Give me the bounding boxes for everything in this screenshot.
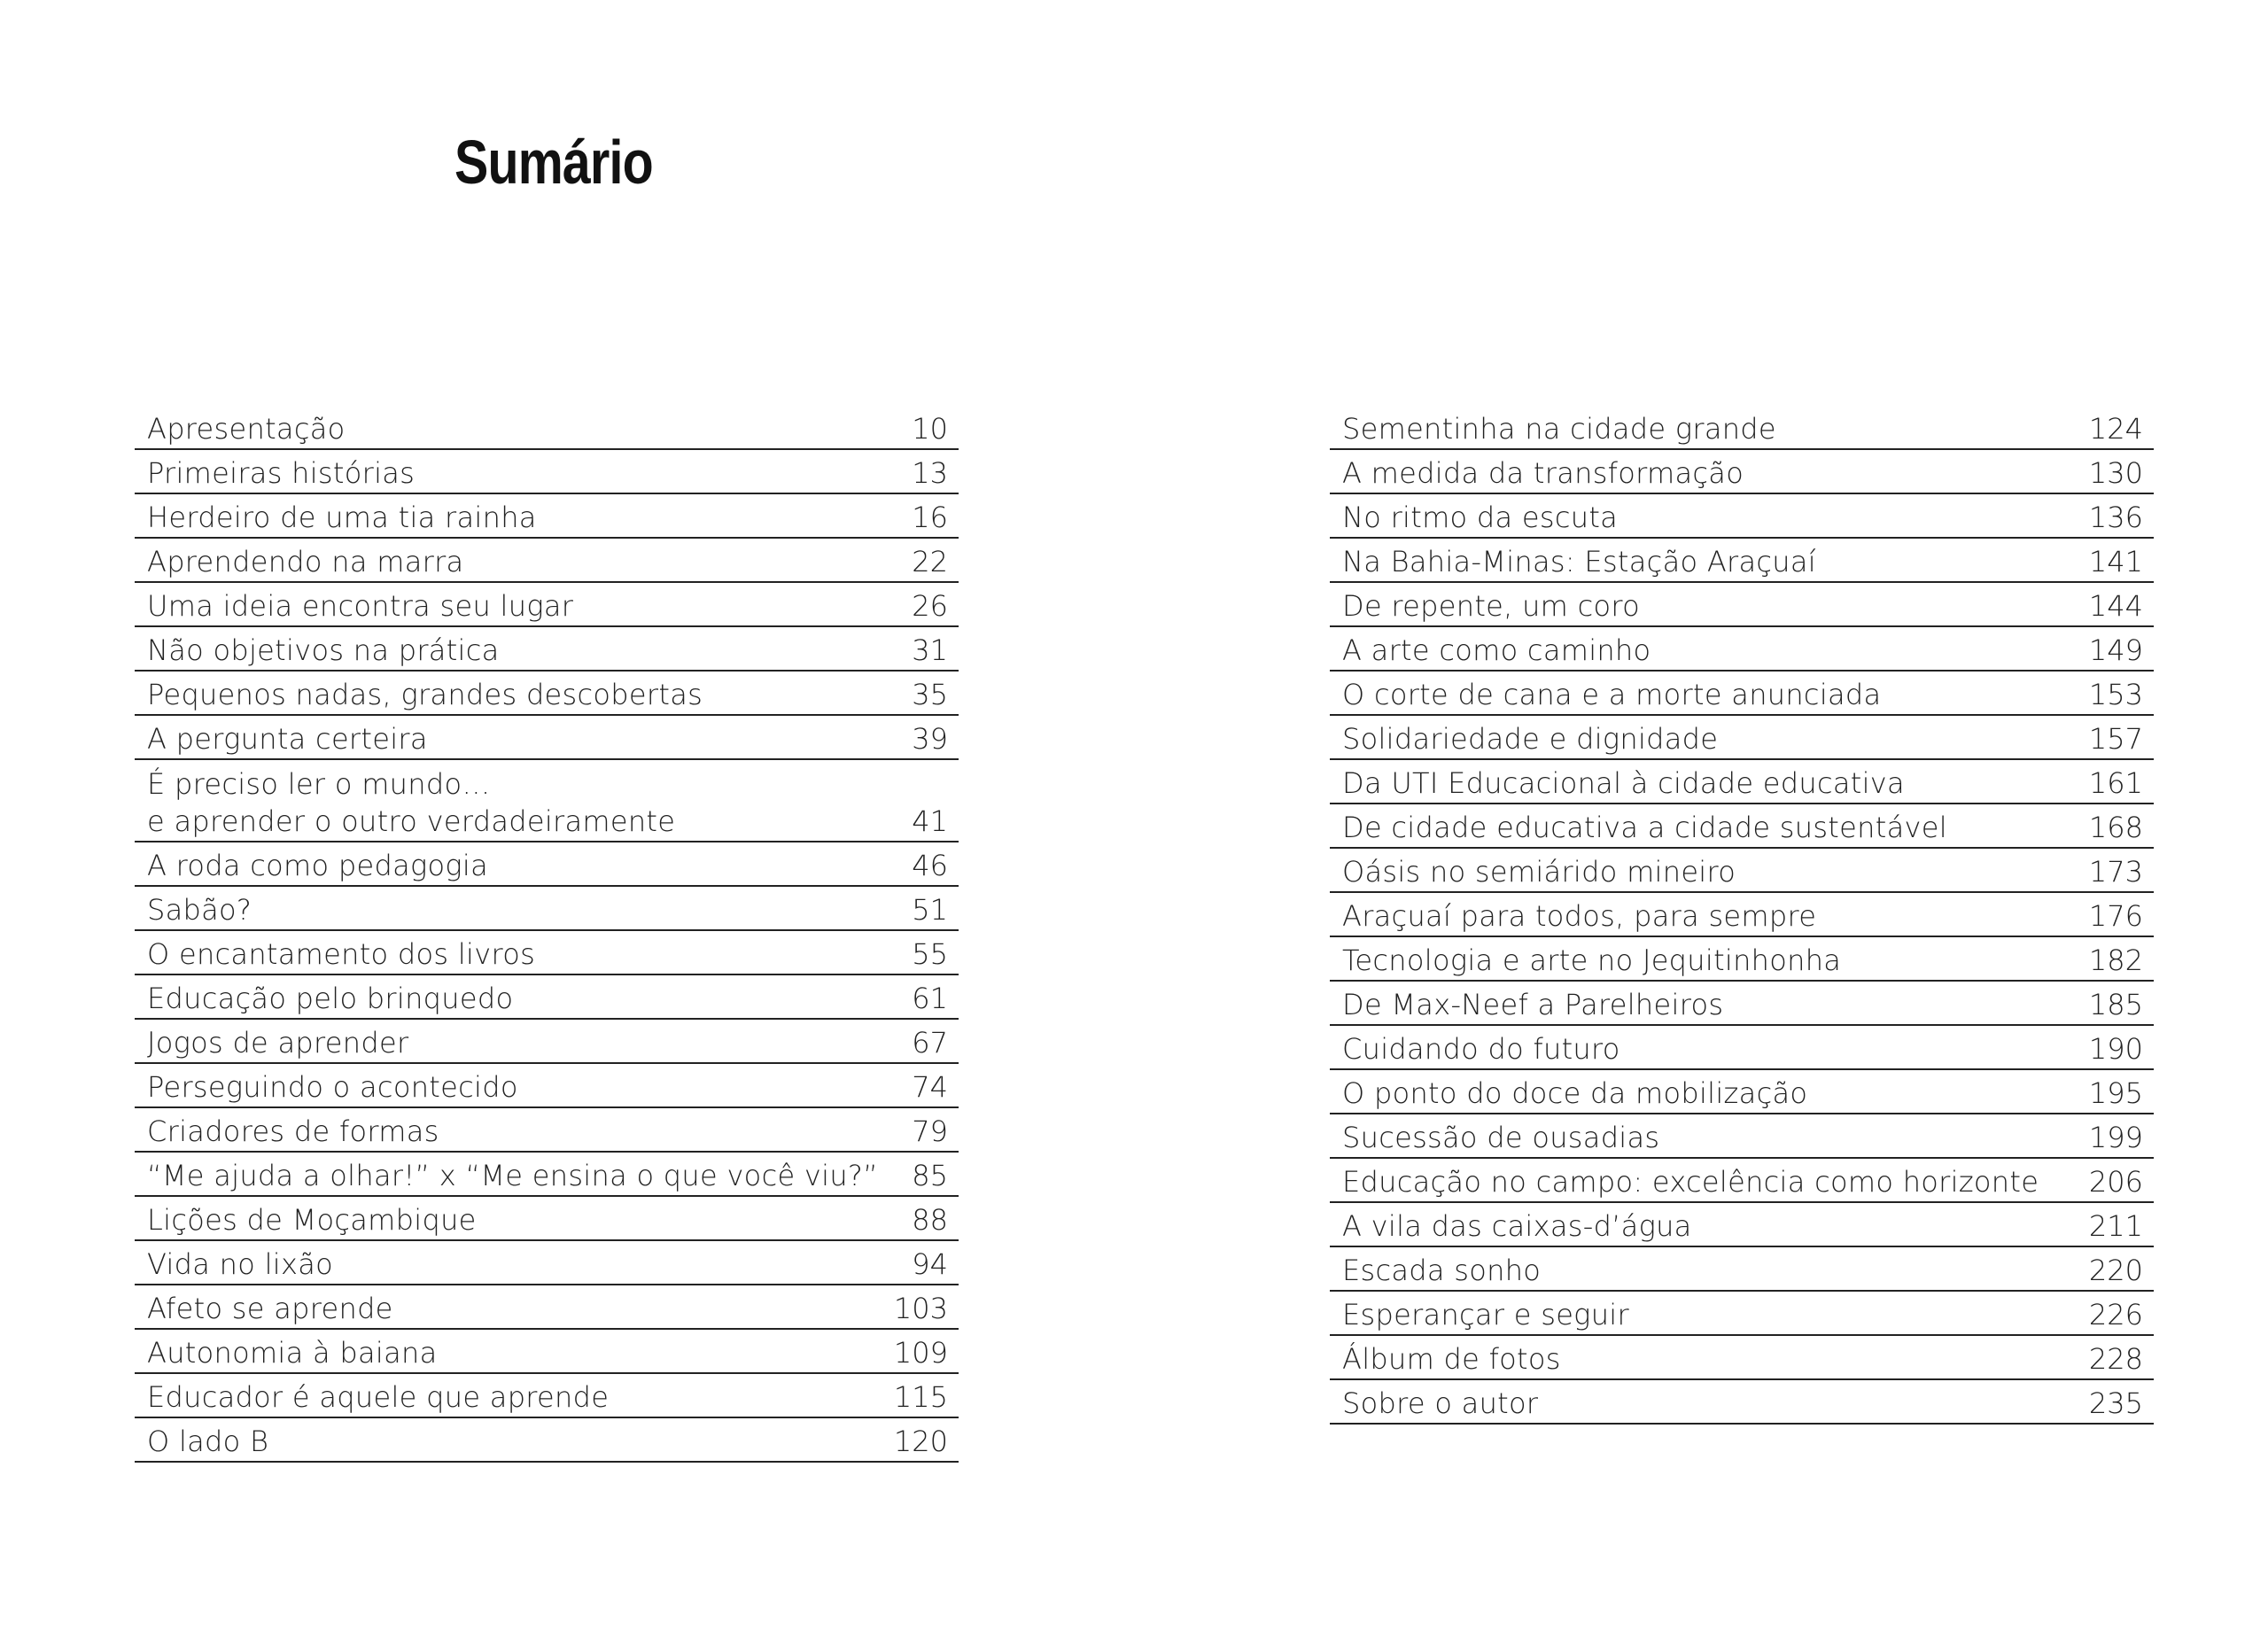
toc-entry-page-number: 94 <box>912 1247 948 1281</box>
toc-entry <box>1330 716 2154 760</box>
toc-entry-page-number: 35 <box>912 678 948 711</box>
toc-entry-title: A medida da transformação <box>1342 456 1744 490</box>
toc-entry <box>1330 893 2154 937</box>
toc-entry <box>1330 804 2154 849</box>
toc-entry-title: Sementinha na cidade grande <box>1342 412 1776 446</box>
toc-entry-page-number: 31 <box>912 633 948 667</box>
toc-entry-page-number: 211 <box>2088 1209 2143 1243</box>
toc-entry-title: Uma ideia encontra seu lugar <box>147 589 574 623</box>
toc-entry-title: Primeiras histórias <box>147 456 416 490</box>
toc-entry <box>1330 1247 2154 1292</box>
toc-entry-page-number: 161 <box>2088 766 2143 800</box>
toc-entry-page-number: 176 <box>2088 899 2143 933</box>
toc-entry-title: É preciso ler o mundo… e aprender o outro verdadeiramente <box>147 767 676 838</box>
toc-entry-page-number: 190 <box>2088 1032 2143 1066</box>
toc-entry-page-number: 144 <box>2088 589 2143 623</box>
toc-entry-title: Esperançar e seguir <box>1342 1298 1629 1332</box>
toc-entry <box>135 627 959 672</box>
toc-entry-title: Educador é aquele que aprende <box>147 1380 610 1414</box>
toc-entry-title: De repente, um coro <box>1342 589 1641 623</box>
toc-column-left <box>135 406 959 1463</box>
toc-entry-page-number: 41 <box>912 804 948 838</box>
toc-entry <box>1330 1114 2154 1159</box>
toc-entry <box>1330 849 2154 893</box>
toc-entry-title: Educação pelo brinquedo <box>147 982 514 1015</box>
toc-entry-page-number: 185 <box>2088 988 2143 1021</box>
toc-entry <box>1330 760 2154 804</box>
toc-entry-page-number: 136 <box>2088 501 2143 534</box>
toc-entry-title: “Me ajuda a olhar!” x “Me ensina o que você viu?” <box>147 1159 879 1192</box>
toc-entry-title: Sabão? <box>147 893 252 927</box>
toc-entry-title: Afeto se aprende <box>147 1292 393 1325</box>
toc-entry-page-number: 10 <box>912 412 948 446</box>
toc-entry <box>1330 1026 2154 1070</box>
toc-entry-title: O corte de cana e a morte anunciada <box>1342 678 1882 711</box>
toc-entry-title: Lições de Moçambique <box>147 1203 477 1237</box>
toc-entry-title: Autonomia à baiana <box>147 1336 438 1370</box>
toc-entry-page-number: 130 <box>2088 456 2143 490</box>
toc-entry-page-number: 85 <box>912 1159 948 1192</box>
toc-entry-title: Da UTI Educacional à cidade educativa <box>1342 766 1905 800</box>
toc-entry-title: Cuidando do futuro <box>1342 1032 1620 1066</box>
toc-entry <box>135 975 959 1020</box>
toc-entry-page-number: 79 <box>912 1114 948 1148</box>
toc-entry-page-number: 88 <box>912 1203 948 1237</box>
toc-entry-page-number: 115 <box>893 1380 948 1414</box>
toc-entry-page-number: 153 <box>2088 678 2143 711</box>
toc-entry <box>135 716 959 760</box>
toc-entry-title: Oásis no semiárido mineiro <box>1342 855 1736 889</box>
toc-entry-page-number: 124 <box>2088 412 2143 446</box>
toc-entry <box>135 1330 959 1374</box>
toc-entry-page-number: 51 <box>912 893 948 927</box>
toc-entry-title: Sobre o autor <box>1342 1386 1539 1420</box>
toc-entry <box>135 1374 959 1418</box>
toc-entry <box>1330 1380 2154 1425</box>
toc-entry <box>1330 494 2154 539</box>
toc-entry <box>135 494 959 539</box>
toc-entry-title: Educação no campo: excelência como horizonte <box>1342 1165 2039 1199</box>
toc-entry <box>1330 1203 2154 1247</box>
toc-entry-title: Criadores de formas <box>147 1114 439 1148</box>
toc-entry-page-number: 61 <box>912 982 948 1015</box>
toc-entry <box>1330 1336 2154 1380</box>
toc-entry <box>135 887 959 931</box>
toc-entry-title: De Max-Neef a Parelheiros <box>1342 988 1724 1021</box>
toc-entry <box>135 672 959 716</box>
toc-entry <box>1330 937 2154 982</box>
toc-entry-page-number: 55 <box>912 937 948 971</box>
toc-entry-title: Tecnologia e arte no Jequitinhonha <box>1342 943 1842 977</box>
toc-entry-page-number: 182 <box>2088 943 2143 977</box>
toc-entry <box>135 406 959 450</box>
toc-entry <box>135 1418 959 1463</box>
toc-entry-page-number: 206 <box>2088 1165 2143 1199</box>
toc-entry-title: Sucessão de ousadias <box>1342 1121 1660 1154</box>
toc-entry-title: Escada sonho <box>1342 1254 1542 1287</box>
toc-entry-page-number: 39 <box>912 722 948 756</box>
toc-entry <box>1330 1070 2154 1114</box>
toc-entry-page-number: 141 <box>2088 545 2143 578</box>
toc-entry-page-number: 109 <box>893 1336 948 1370</box>
toc-entry-page-number: 173 <box>2088 855 2143 889</box>
toc-entry <box>135 1241 959 1285</box>
toc-entry-page-number: 46 <box>912 849 948 882</box>
toc-entry-page-number: 26 <box>912 589 948 623</box>
toc-entry <box>1330 672 2154 716</box>
toc-entry-title: Aprendendo na marra <box>147 545 464 578</box>
toc-entry-title: Apresentação <box>147 412 346 446</box>
toc-entry-page-number: 168 <box>2088 811 2143 844</box>
toc-entry-page-number: 103 <box>893 1292 948 1325</box>
toc-entry <box>1330 627 2154 672</box>
toc-entry <box>1330 539 2154 583</box>
toc-column-right <box>1330 406 2154 1425</box>
toc-entry-title: A arte como caminho <box>1342 633 1651 667</box>
toc-entry-page-number: 220 <box>2088 1254 2143 1287</box>
toc-entry <box>135 539 959 583</box>
toc-entry <box>1330 1292 2154 1336</box>
toc-entry <box>135 1285 959 1330</box>
toc-entry-title: Herdeiro de uma tia rainha <box>147 501 537 534</box>
toc-entry-page-number: 235 <box>2088 1386 2143 1420</box>
page-title: Sumário <box>454 128 653 197</box>
toc-entry-page-number: 195 <box>2088 1076 2143 1110</box>
toc-entry-page-number: 226 <box>2088 1298 2143 1332</box>
toc-entry <box>1330 583 2154 627</box>
toc-entry-page-number: 16 <box>912 501 948 534</box>
toc-entry <box>135 842 959 887</box>
toc-entry-page-number: 149 <box>2088 633 2143 667</box>
toc-entry <box>135 1108 959 1153</box>
toc-entry-page-number: 67 <box>912 1026 948 1060</box>
toc-entry <box>135 583 959 627</box>
toc-entry <box>1330 982 2154 1026</box>
toc-entry-page-number: 228 <box>2088 1342 2143 1376</box>
toc-entry <box>135 1020 959 1064</box>
toc-entry <box>135 760 959 842</box>
toc-entry <box>135 1064 959 1108</box>
toc-entry <box>135 450 959 494</box>
toc-entry-page-number: 13 <box>912 456 948 490</box>
toc-entry-page-number: 199 <box>2088 1121 2143 1154</box>
toc-entry-title: O lado B <box>147 1425 269 1458</box>
toc-entry-title: Araçuaí para todos, para sempre <box>1342 899 1817 933</box>
toc-entry-title: Perseguindo o acontecido <box>147 1070 518 1104</box>
toc-entry-title: Vida no lixão <box>147 1247 334 1281</box>
toc-entry <box>1330 1159 2154 1203</box>
toc-entry <box>1330 406 2154 450</box>
toc-entry-title: Solidariedade e dignidade <box>1342 722 1719 756</box>
toc-entry-title: O encantamento dos livros <box>147 937 536 971</box>
toc-entry-title: A roda como pedagogia <box>147 849 488 882</box>
toc-entry-title: Pequenos nadas, grandes descobertas <box>147 678 703 711</box>
toc-entry-title: Não objetivos na prática <box>147 633 500 667</box>
toc-entry-title: Jogos de aprender <box>147 1026 409 1060</box>
toc-entry-title: De cidade educativa a cidade sustentável <box>1342 811 1947 844</box>
toc-entry-title: A pergunta certeira <box>147 722 428 756</box>
toc-entry <box>135 1197 959 1241</box>
toc-entry-title: O ponto do doce da mobilização <box>1342 1076 1808 1110</box>
toc-entry-page-number: 120 <box>893 1425 948 1458</box>
toc-entry-title: A vila das caixas-d’água <box>1342 1209 1692 1243</box>
toc-entry-title: Álbum de fotos <box>1342 1342 1561 1376</box>
toc-entry <box>135 931 959 975</box>
toc-entry-page-number: 157 <box>2088 722 2143 756</box>
toc-entry-title: Na Bahia-Minas: Estação Araçuaí <box>1342 545 1816 578</box>
toc-entry-title: No ritmo da escuta <box>1342 501 1619 534</box>
toc-entry-page-number: 74 <box>912 1070 948 1104</box>
toc-entry-page-number: 22 <box>912 545 948 578</box>
toc-entry <box>1330 450 2154 494</box>
toc-entry <box>135 1153 959 1197</box>
